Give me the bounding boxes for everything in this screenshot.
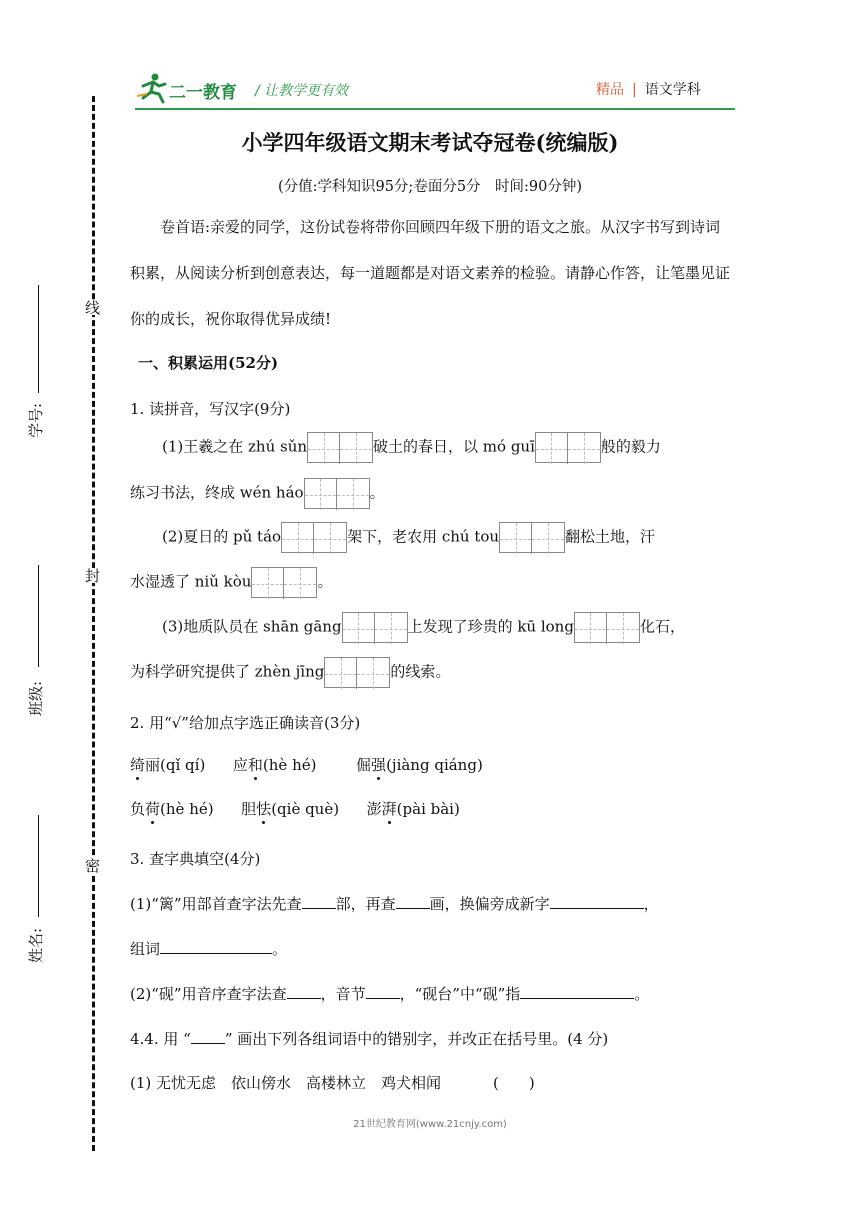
student-id-line xyxy=(38,285,39,393)
writing-grid[interactable] xyxy=(324,657,390,688)
header-tags xyxy=(596,79,701,99)
footer-source: 21世纪教育网(www.21cnjy.com) xyxy=(353,1119,507,1130)
answer-blank[interactable] xyxy=(302,894,336,909)
page-title: 小学四年级语文期末考试夺冠卷(统编版) xyxy=(241,130,619,155)
page-subtitle: (分值:学科知识95分;卷面分5分 时间:90分钟) xyxy=(277,179,583,195)
writing-grid[interactable] xyxy=(281,522,347,553)
answer-blank[interactable] xyxy=(550,894,644,909)
q2-item: 绮丽(qǐ qí) xyxy=(130,756,206,774)
writing-grid[interactable] xyxy=(304,478,370,509)
q2-heading: 2. 用“√”给加点字选正确读音(3分) xyxy=(130,714,361,732)
answer-paren[interactable]: ( ) xyxy=(493,1074,535,1092)
writing-grid[interactable] xyxy=(499,522,565,553)
slogan: / 让教学更有效 xyxy=(255,83,349,99)
writing-grid[interactable] xyxy=(251,567,317,598)
binding-char-xian: 线 xyxy=(83,300,101,315)
answer-blank[interactable] xyxy=(287,984,321,999)
section-heading: 一、积累运用(52分) xyxy=(138,354,279,372)
header-rule xyxy=(135,108,735,110)
writing-grid[interactable] xyxy=(535,432,601,463)
writing-grid[interactable] xyxy=(342,612,408,643)
answer-blank[interactable] xyxy=(160,939,272,954)
answer-blank[interactable] xyxy=(366,984,400,999)
logo xyxy=(135,72,245,104)
q1-item2-line2: 水湿透了 niǔ kòu 。 xyxy=(130,567,332,598)
answer-blank[interactable] xyxy=(396,894,430,909)
class-line xyxy=(38,565,39,667)
binding-char-mi: 密 xyxy=(83,858,101,873)
q1-item1-line2: 练习书法，终成 wén háo 。 xyxy=(130,478,385,509)
writing-grid[interactable] xyxy=(574,612,640,643)
writing-grid[interactable] xyxy=(307,432,373,463)
header-divider: | xyxy=(632,82,637,98)
brand-name: 二一教育 xyxy=(169,83,237,103)
binding-dashed-line xyxy=(92,96,95,1151)
q3-line2: 组词 。 xyxy=(130,940,288,958)
q2-item: 倔强(jiàng qiáng) xyxy=(356,756,483,774)
name-label: 姓名: xyxy=(27,927,46,964)
q1-item2-line1: (2)夏日的 pǔ táo 架下，老农用 chú tou 翻松土地，汗 xyxy=(162,522,655,553)
q4-row1: (1) 无忧无虑 依山傍水 高楼林立 鸡犬相闻 ( ) xyxy=(130,1074,535,1092)
q2-item: 胆怯(qiè què) xyxy=(241,800,340,818)
underline-sample xyxy=(191,1029,225,1044)
q3-heading: 3. 查字典填空(4分) xyxy=(130,850,261,868)
q1-item1-line1: (1)王羲之在 zhú sǔn 破土的春日，以 mó guī 般的毅力 xyxy=(162,432,661,463)
q3-line1: (1)“篱”用部首查字法先查 部，再查 画，换偏旁成新字 ， xyxy=(130,895,659,913)
q2-item: 应和(hè hé) xyxy=(232,756,317,774)
q1-item3-line2: 为科学研究提供了 zhèn jīng 的线索。 xyxy=(130,657,450,688)
answer-blank[interactable] xyxy=(520,984,634,999)
q2-item: 澎湃(pài bài) xyxy=(366,800,460,818)
subject-tag: 语文学科 xyxy=(644,82,701,98)
q2-item: 负荷(hè hé) xyxy=(130,800,214,818)
q3-line3: (2)“砚”用音序查字法查 ，音节 ，“砚台”中“砚”指 。 xyxy=(130,985,650,1003)
q2-row1 xyxy=(130,754,483,775)
intro-paragraph: 卷首语:亲爱的同学，这份试卷将带你回顾四年级下册的语文之旅。从汉字书写到诗词积累，从阅读分析到创意表达，每一道题都是对语文素养的检验。请静心作答，让笔墨见证你的成长，祝你取得优异成绩! xyxy=(130,218,731,328)
quality-tag: 精品 xyxy=(596,82,624,98)
q1-heading: 1. 读拼音，写汉字(9分) xyxy=(130,400,291,418)
student-id-label: 学号: xyxy=(27,402,46,439)
q4-heading: 4.4. 用 “ ” 画出下列各组词语中的错别字，并改正在括号里。(4 分) xyxy=(130,1030,609,1048)
binding-char-feng: 封 xyxy=(83,568,101,583)
name-line xyxy=(38,815,39,917)
q1-item3-line1: (3)地质队员在 shān gāng 上发现了珍贵的 kū long 化石， xyxy=(162,612,685,643)
class-label: 班级: xyxy=(27,680,46,717)
q2-row2 xyxy=(130,798,460,819)
